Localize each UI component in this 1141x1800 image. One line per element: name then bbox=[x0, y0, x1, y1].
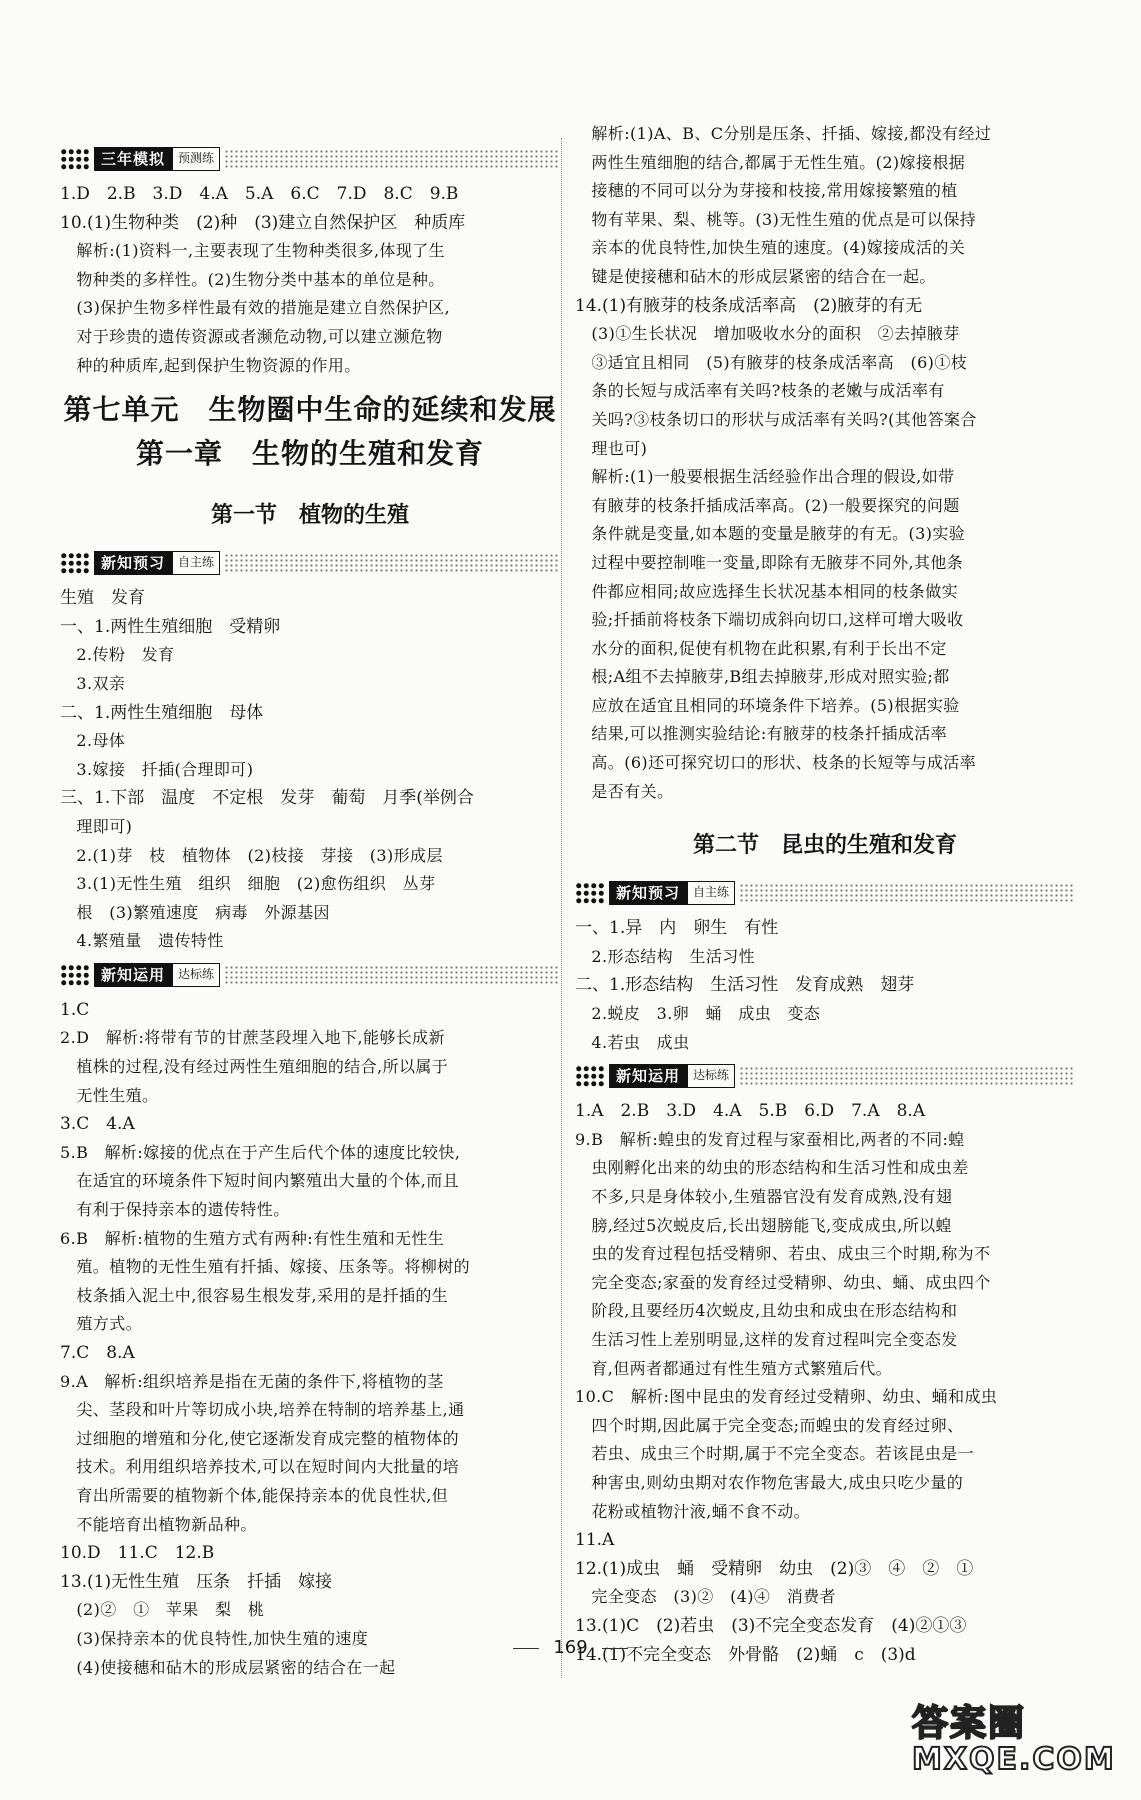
answer-line: 理也可) bbox=[575, 438, 648, 458]
answer-line: 解析:(1)资料一,主要表现了生物种类很多,体现了生 bbox=[60, 241, 446, 261]
section-title: 第一节 植物的生殖 bbox=[210, 503, 409, 529]
answer-line: 殖方式。 bbox=[60, 1314, 143, 1334]
answer-line: 验;扦插前将枝条下端切成斜向切口,这样可增大吸收 bbox=[575, 610, 964, 630]
answer-line: 理即可) bbox=[60, 816, 133, 836]
answer-line: 虫刚孵化出来的幼虫的形态结构和生活习性和成虫差 bbox=[575, 1158, 969, 1178]
answer-line: 是否有关。 bbox=[575, 781, 674, 801]
answer-line: 6.B 解析:植物的生殖方式有两种:有性生殖和无性生 bbox=[60, 1228, 445, 1248]
answer-line: 10.(1)生物种类 (2)种 (3)建立自然保护区 种质库 bbox=[60, 212, 466, 233]
answer-block bbox=[60, 996, 560, 1682]
column-divider bbox=[561, 138, 562, 1678]
page-number: 169 bbox=[553, 1637, 588, 1658]
answer-line: 二、1.两性生殖细胞 母体 bbox=[60, 702, 264, 723]
dotted-fill bbox=[739, 1066, 1075, 1086]
answer-line: 关吗?③枝条切口的形状与成活率有关吗?(其他答案合 bbox=[575, 409, 977, 429]
answer-line: 12.(1)成虫 蛹 受精卵 幼虫 (2)③ ④ ② ① bbox=[575, 1558, 974, 1579]
section-header-xinzhi-yuxi bbox=[575, 880, 1075, 906]
section-header-sub: 预测练 bbox=[172, 147, 220, 171]
answer-line: 1.D 2.B 3.D 4.A 5.A 6.C 7.D 8.C 9.B bbox=[60, 184, 459, 204]
answer-line: 一、1.两性生殖细胞 受精卵 bbox=[60, 616, 281, 637]
dots-icon bbox=[60, 964, 90, 986]
answer-line: 在适宜的环境条件下短时间内繁殖出大量的个体,而且 bbox=[60, 1171, 460, 1191]
answer-line: 解析:(1)A、B、C分别是压条、扦插、嫁接,都没有经过 bbox=[575, 124, 992, 143]
answer-line: 13.(1)C (2)若虫 (3)不完全变态发育 (4)②①③ bbox=[575, 1615, 967, 1636]
section-header-sub: 达标练 bbox=[172, 963, 220, 987]
dots-icon bbox=[60, 552, 90, 574]
answer-line: 虫的发育过程包括受精卵、若虫、成虫三个时期,称为不 bbox=[575, 1244, 991, 1264]
dotted-fill bbox=[224, 149, 560, 169]
watermark-logo bbox=[912, 1695, 1116, 1790]
dots-icon bbox=[60, 148, 90, 170]
answer-line: 有利于保持亲本的遗传特性。 bbox=[60, 1200, 290, 1220]
answer-line: 13.(1)无性生殖 压条 扦插 嫁接 bbox=[60, 1571, 333, 1592]
watermark-top: 答案圈 bbox=[912, 1703, 1027, 1744]
answer-line: 条件就是变量,如本题的变量是腋芽的有无。(3)实验 bbox=[575, 524, 966, 544]
section-header-xinzhi-yuxi bbox=[60, 550, 560, 576]
section-header-sub: 达标练 bbox=[687, 1064, 735, 1088]
chapter-title: 第一章 生物的生殖和发育 bbox=[135, 437, 484, 471]
answer-line: 4.若虫 成虫 bbox=[575, 1032, 690, 1052]
answer-line: 条的长短与成活率有关吗?枝条的老嫩与成活率有 bbox=[575, 381, 945, 401]
answer-block bbox=[575, 1097, 1075, 1669]
answer-line: 结果,可以推测实验结论:有腋芽的枝条扦插成活率 bbox=[575, 724, 948, 744]
answer-line: 一、1.异 内 卵生 有性 bbox=[575, 918, 779, 939]
watermark-bottom: MXQE.COM bbox=[912, 1742, 1116, 1777]
answer-line: 不多,只是身体较小,生殖器官没有发育成熟,没有翅 bbox=[575, 1187, 953, 1206]
answer-line: 水分的面积,促使有机物在此积累,有利于长出不定 bbox=[575, 638, 947, 658]
answer-line: 育,但两者都通过有性生殖方式繁殖后代。 bbox=[575, 1358, 893, 1378]
answer-line: 3.(1)无性生殖 组织 细胞 (2)愈伤组织 丛芽 bbox=[60, 874, 436, 894]
left-column bbox=[60, 140, 560, 1682]
dots-icon bbox=[575, 882, 605, 904]
answer-line: 5.B 解析:嫁接的优点在于产生后代个体的速度比较快, bbox=[60, 1142, 461, 1162]
answer-line: 根;A组不去掉腋芽,B组去掉腋芽,形成对照实验;都 bbox=[575, 667, 950, 687]
answer-line: 2.形态结构 生活习性 bbox=[575, 946, 756, 966]
answer-line: 育出所需要的植物新个体,能保持亲本的优良性状,但 bbox=[60, 1485, 449, 1505]
answer-line: 11.A bbox=[575, 1530, 615, 1551]
answer-line: 14.(1)不完全变态 外骨骼 (2)蛹 c (3)d bbox=[575, 1644, 916, 1665]
section-header-title: 新知运用 bbox=[94, 963, 172, 987]
section-header-sub: 自主练 bbox=[172, 551, 220, 575]
answer-line: 阶段,且要经历4次蜕皮,且幼虫和成虫在形态结构和 bbox=[575, 1301, 958, 1321]
answer-line: 10.D 11.C 12.B bbox=[60, 1543, 215, 1564]
answer-line: (2)② ① 苹果 梨 桃 bbox=[60, 1600, 265, 1620]
answer-line: 殖。植物的无性生殖有扦插、嫁接、压条等。将柳树的 bbox=[60, 1257, 471, 1277]
section-header-title: 新知预习 bbox=[609, 881, 687, 905]
answer-line: 对于珍贵的遗传资源或者濒危动物,可以建立濒危物 bbox=[60, 326, 443, 346]
answer-block bbox=[575, 120, 1075, 806]
answer-line: ③适宜且相同 (5)有腋芽的枝条成活率高 (6)①枝 bbox=[575, 352, 968, 372]
answer-line: 不能培育出植物新品种。 bbox=[60, 1514, 257, 1534]
answer-line: 过程中要控制唯一变量,即除有无腋芽不同外,其他条 bbox=[575, 552, 964, 572]
answer-line: 3.C 4.A bbox=[60, 1114, 135, 1135]
footer-dash bbox=[602, 1648, 628, 1649]
answer-line: 4.繁殖量 遗传特性 bbox=[60, 931, 224, 951]
answer-line: 2.D 解析:将带有节的甘蔗茎段埋入地下,能够长成新 bbox=[60, 1028, 445, 1048]
page-footer bbox=[0, 1637, 1141, 1658]
answer-line: 解析:(1)一般要根据生活经验作出合理的假设,如带 bbox=[575, 467, 955, 487]
dotted-fill bbox=[739, 883, 1075, 903]
answer-line: 生活习性上差别明显,这样的发育过程叫完全变态发 bbox=[575, 1329, 958, 1349]
answer-line: 2.母体 bbox=[60, 731, 126, 751]
answer-line: 花粉或植物汁液,蛹不食不动。 bbox=[575, 1501, 811, 1521]
answer-line: 枝条插入泥土中,很容易生根发芽,采用的是扦插的生 bbox=[60, 1285, 449, 1305]
answer-line: 若虫、成虫三个时期,属于不完全变态。若该昆虫是一 bbox=[575, 1444, 975, 1464]
answer-line: 2.蜕皮 3.卵 蛹 成虫 变态 bbox=[575, 1004, 821, 1024]
right-column bbox=[575, 120, 1075, 1669]
answer-line: 2.(1)芽 枝 植物体 (2)枝接 芽接 (3)形成层 bbox=[60, 845, 443, 865]
answer-line: 3.嫁接 扦插(合理即可) bbox=[60, 759, 254, 779]
answer-line: (3)保护生物多样性最有效的措施是建立自然保护区, bbox=[60, 298, 451, 318]
answer-line: 3.双亲 bbox=[60, 673, 126, 693]
section-header-xinzhi-yunyong bbox=[60, 962, 560, 988]
answer-line: (3)保持亲本的优良特性,加快生殖的速度 bbox=[60, 1628, 369, 1648]
answer-block bbox=[575, 914, 1075, 1057]
answer-line: 1.C bbox=[60, 999, 90, 1020]
answer-line: 物种类的多样性。(2)生物分类中基本的单位是种。 bbox=[60, 269, 445, 289]
section-header-title: 新知预习 bbox=[94, 551, 172, 575]
section-header-title: 三年模拟 bbox=[94, 147, 172, 171]
answer-line: 膀,经过5次蜕皮后,长出翅膀能飞,变成成虫,所以蝗 bbox=[575, 1215, 952, 1235]
answer-line: 过细胞的增殖和分化,使它逐渐发育成完整的植物体的 bbox=[60, 1428, 460, 1448]
answer-line: 10.C 解析:图中昆虫的发育经过受精卵、幼虫、蛹和成虫 bbox=[575, 1387, 998, 1407]
answer-line: 键是使接穗和砧木的形成层紧密的结合在一起。 bbox=[575, 266, 936, 286]
answer-line: 2.传粉 发育 bbox=[60, 645, 175, 665]
section-header-sannian-moni bbox=[60, 146, 560, 172]
answer-line: 接穗的不同可以分为芽接和枝接,常用嫁接繁殖的植 bbox=[575, 181, 958, 201]
answer-line: 高。(6)还可探究切口的形状、枝条的长短等与成活率 bbox=[575, 753, 977, 773]
answer-line: 两性生殖细胞的结合,都属于无性生殖。(2)嫁接根据 bbox=[575, 152, 966, 172]
answer-line: 二、1.形态结构 生活习性 发育成熟 翅芽 bbox=[575, 975, 915, 996]
answer-line: 尖、茎段和叶片等切成小块,培养在特制的培养基上,通 bbox=[60, 1400, 465, 1420]
dots-icon bbox=[575, 1065, 605, 1087]
answer-line: 1.A 2.B 3.D 4.A 5.B 6.D 7.A 8.A bbox=[575, 1101, 926, 1122]
answer-line: 应放在适宜且相同的环境条件下培养。(5)根据实验 bbox=[575, 695, 960, 715]
answer-line: 件都应相同;故应选择生长状况基本相同的枝条做实 bbox=[575, 581, 958, 601]
answer-line: 种害虫,则幼虫期对农作物危害最大,成虫只吃少量的 bbox=[575, 1472, 964, 1492]
answer-line: 四个时期,因此属于完全变态;而蝗虫的发育经过卵、 bbox=[575, 1415, 964, 1435]
answer-line: 9.A 解析:组织培养是指在无菌的条件下,将植物的茎 bbox=[60, 1371, 444, 1391]
answer-line: 完全变态 (3)② (4)④ 消费者 bbox=[575, 1587, 836, 1607]
section-header-xinzhi-yunyong bbox=[575, 1063, 1075, 1089]
answer-line: (3)①生长状况 增加吸收水分的面积 ②去掉腋芽 bbox=[575, 324, 960, 344]
dotted-fill bbox=[224, 965, 560, 985]
answer-line: 物有苹果、梨、桃等。(3)无性生殖的优点是可以保持 bbox=[575, 209, 977, 229]
answer-line: 14.(1)有腋芽的枝条成活率高 (2)腋芽的有无 bbox=[575, 295, 923, 316]
answer-line: 7.C 8.A bbox=[60, 1343, 135, 1363]
answer-line: 亲本的优良特性,加快生殖的速度。(4)嫁接成活的关 bbox=[575, 238, 966, 258]
answer-line: 无性生殖。 bbox=[60, 1085, 159, 1105]
answer-line: (4)使接穗和砧木的形成层紧密的结合在一起 bbox=[60, 1657, 396, 1677]
footer-dash bbox=[513, 1648, 539, 1649]
unit-title: 第七单元 生物圈中生命的延续和发展 bbox=[63, 393, 557, 427]
dotted-fill bbox=[224, 553, 560, 573]
answer-block bbox=[60, 180, 560, 380]
answer-line: 技术。利用组织培养技术,可以在短时间内大批量的培 bbox=[60, 1457, 460, 1477]
section-header-title: 新知运用 bbox=[609, 1064, 687, 1088]
answer-line: 三、1.下部 温度 不定根 发芽 葡萄 月季(举例合 bbox=[60, 788, 474, 809]
answer-line: 有腋芽的枝条扦插成活率高。(2)一般要探究的问题 bbox=[575, 495, 960, 515]
section-header-sub: 自主练 bbox=[687, 881, 735, 905]
answer-line: 植株的过程,没有经过两性生殖细胞的结合,所以属于 bbox=[60, 1057, 449, 1077]
answer-line: 完全变态;家蚕的发育经过受精卵、幼虫、蛹、成虫四个 bbox=[575, 1272, 991, 1292]
section-title: 第二节 昆虫的生殖和发育 bbox=[692, 833, 957, 859]
answer-line: 根 (3)繁殖速度 病毒 外源基因 bbox=[60, 902, 330, 922]
answer-line: 生殖 发育 bbox=[60, 588, 145, 609]
answer-line: 种的种质库,起到保护生物资源的作用。 bbox=[60, 355, 361, 375]
answer-line: 9.B 解析:蝗虫的发育过程与家蚕相比,两者的不同:蝗 bbox=[575, 1129, 965, 1149]
answer-block bbox=[60, 584, 560, 956]
